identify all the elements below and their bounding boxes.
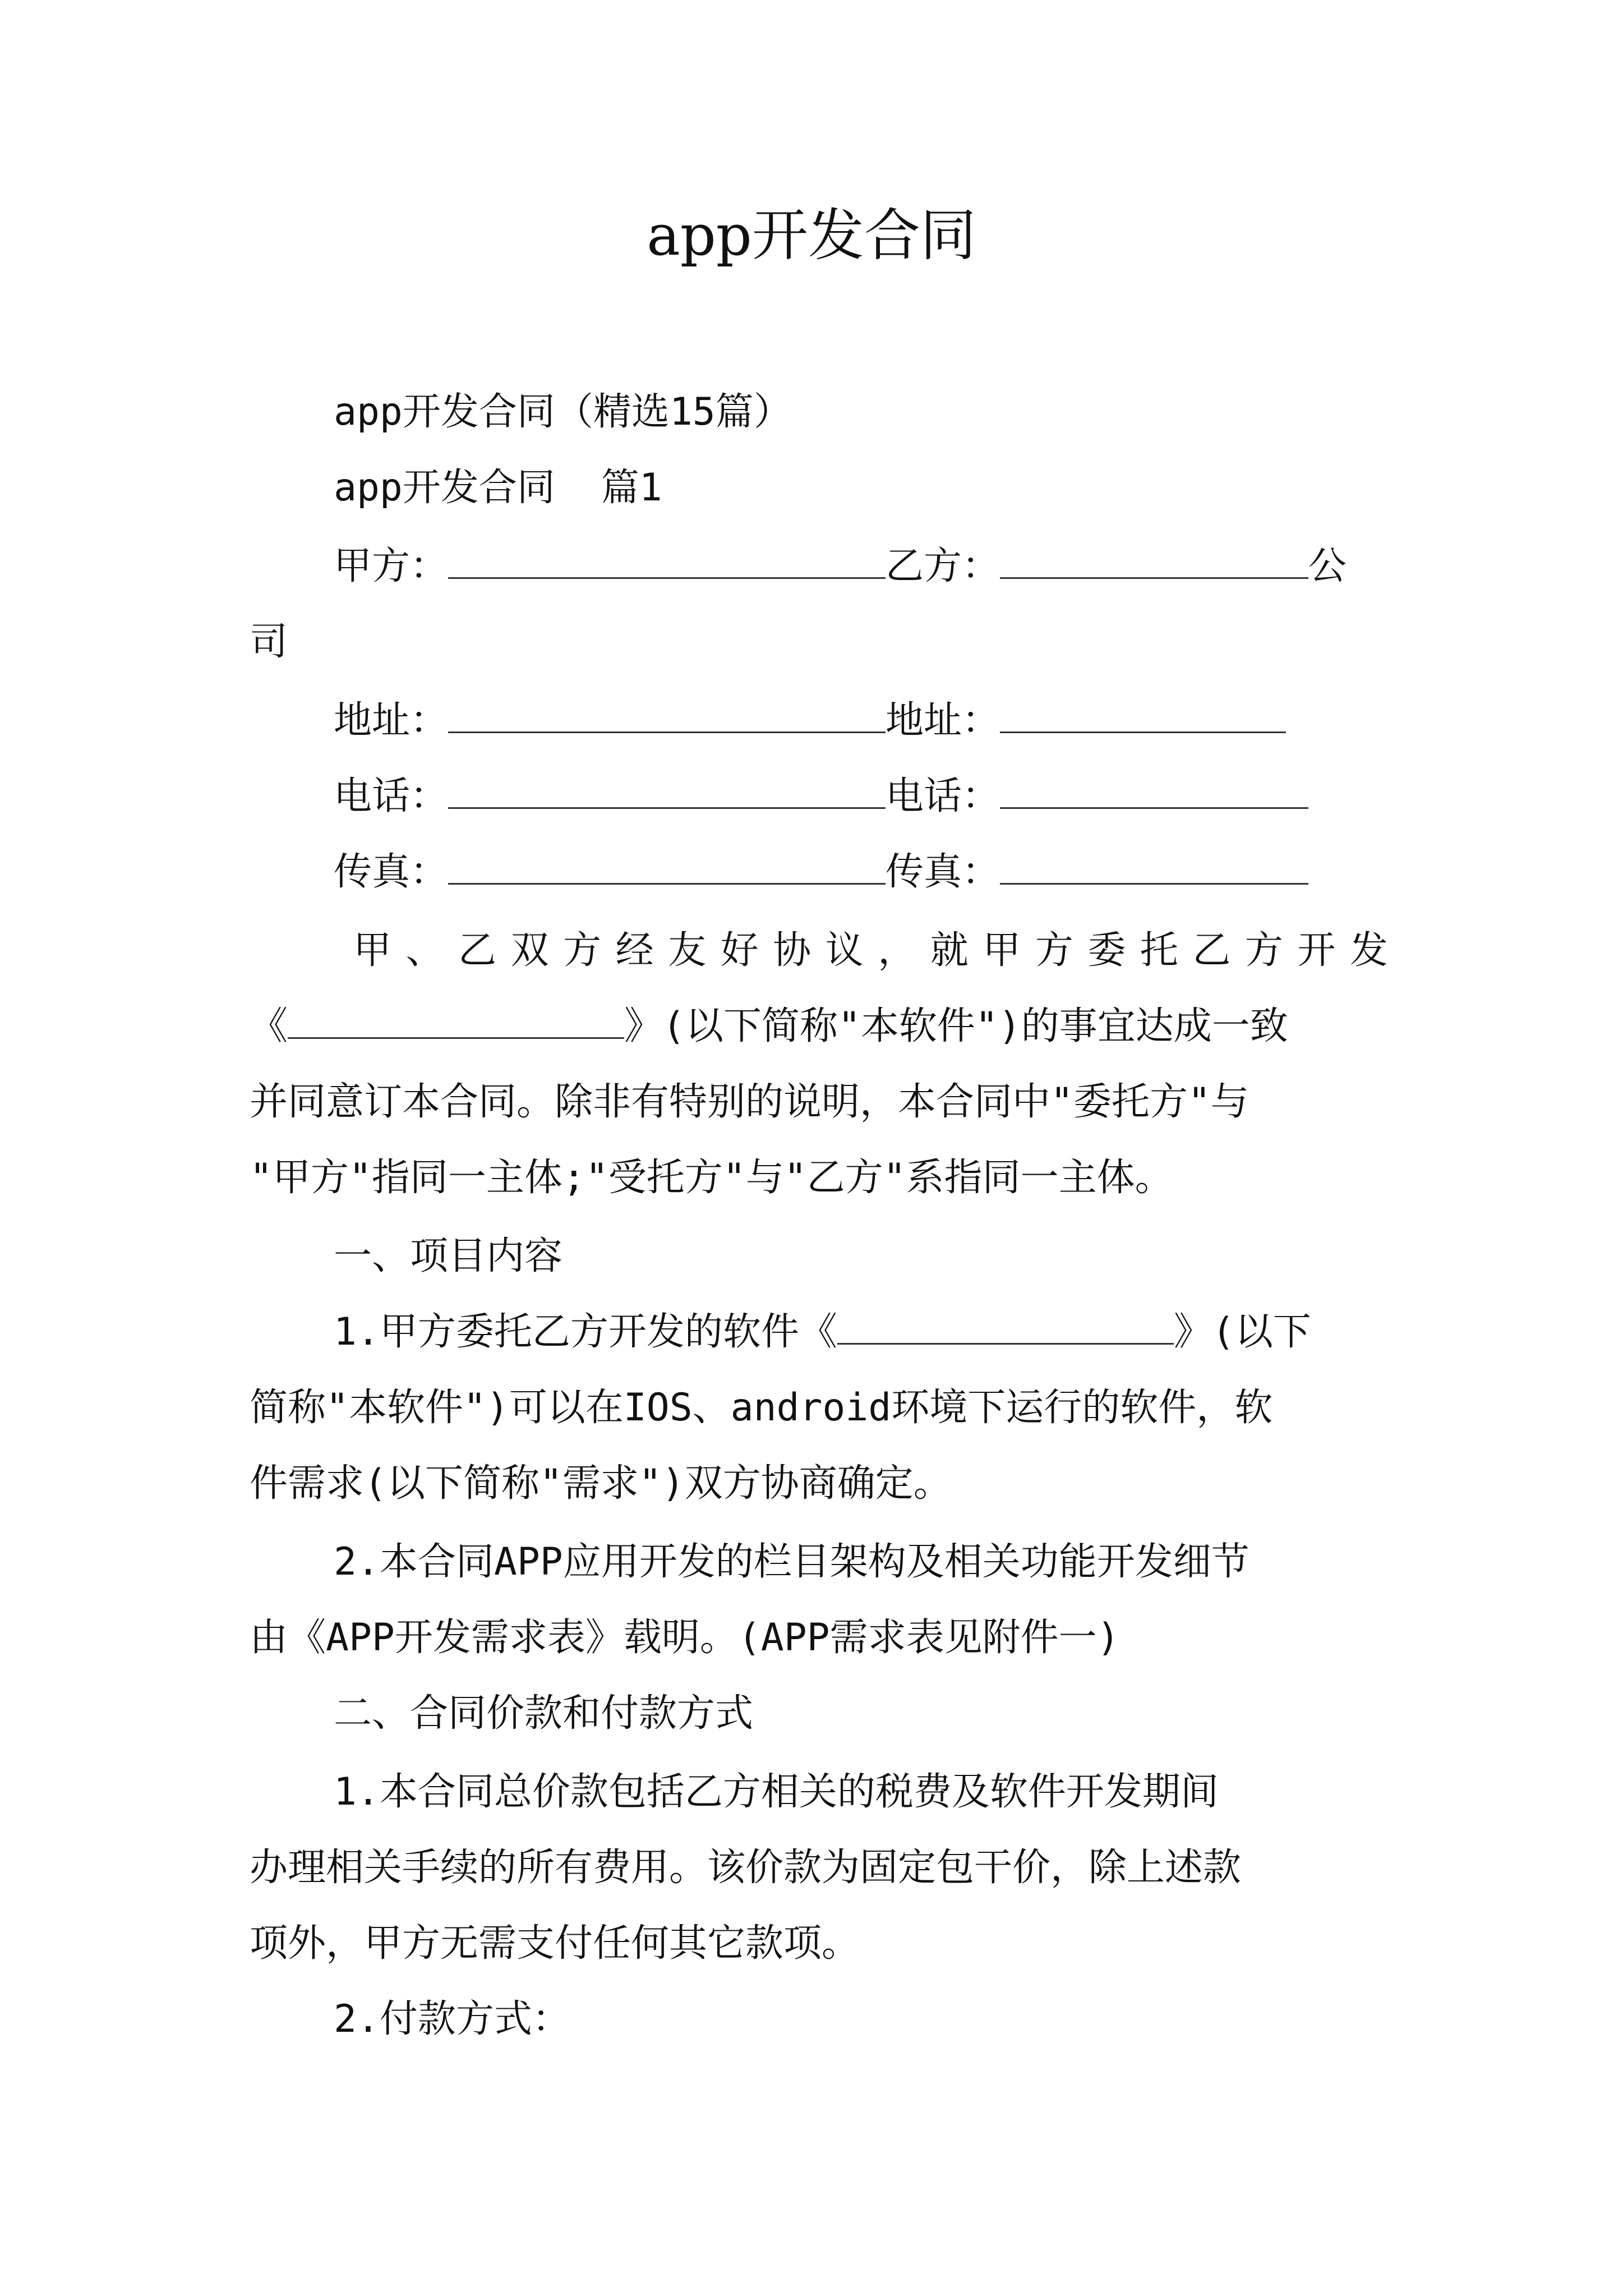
intro-line-2-prefix: 《 — [250, 1004, 288, 1048]
party-b-label: 乙方： — [886, 544, 1000, 588]
item-2-2: 2.付款方式： — [334, 1997, 570, 2041]
item-1-1-blank — [837, 1309, 1174, 1345]
address-label-b: 地址： — [886, 698, 1000, 743]
phone-b-blank — [1000, 774, 1308, 809]
fax-label-b: 传真： — [886, 850, 1000, 894]
party-b-suffix-cont: 司 — [250, 620, 288, 664]
phone-label-b: 电话： — [886, 774, 1000, 818]
item-1-2-line-2: 由《APP开发需求表》载明。(APP需求表见附件一) — [250, 1616, 1120, 1660]
party-a-label: 甲方： — [334, 544, 449, 588]
party-a-blank — [448, 544, 886, 579]
document-title: app开发合同 — [647, 203, 976, 268]
party-b-suffix: 公 — [1308, 544, 1347, 588]
intro-line-4: "甲方"指同一主体;"受托方"与"乙方"系指同一主体。 — [250, 1156, 1173, 1200]
item-1-2-line-1: 2.本合同APP应用开发的栏目架构及相关功能开发细节 — [334, 1540, 1249, 1584]
software-name-blank — [288, 1004, 624, 1039]
address-a-blank — [448, 698, 886, 733]
section-1-heading: 一、项目内容 — [334, 1234, 563, 1278]
item-2-1-line-3: 项外，甲方无需支付任何其它款项。 — [250, 1921, 860, 1966]
section-2-heading: 二、合同价款和付款方式 — [334, 1691, 754, 1736]
address-line — [334, 696, 1286, 746]
address-label-a: 地址： — [334, 698, 449, 743]
fax-a-blank — [448, 849, 886, 885]
fax-line — [334, 847, 1308, 898]
item-1-1-suffix: 》(以下 — [1173, 1310, 1311, 1354]
intro-line-3: 并同意订本合同。除非有特别的说明，本合同中"委托方"与 — [250, 1080, 1249, 1124]
item-1-1-line-2: 简称"本软件")可以在IOS、android环境下运行的软件，软 — [250, 1386, 1273, 1430]
item-1-1-prefix: 1.甲方委托乙方开发的软件《 — [334, 1310, 837, 1354]
fax-label-a: 传真： — [334, 850, 449, 894]
party-line — [334, 541, 1347, 592]
party-b-blank — [1000, 544, 1308, 579]
intro-line-2-suffix: 》(以下简称"本软件")的事宜达成一致 — [624, 1004, 1288, 1048]
fax-b-blank — [1000, 849, 1308, 885]
phone-a-blank — [448, 774, 886, 809]
intro-line-2 — [250, 1001, 1288, 1052]
intro-line-1: 甲、乙双方经友好协议，就甲方委托乙方开发 — [353, 928, 1388, 973]
item-2-1-line-1: 1.本合同总价款包括乙方相关的税费及软件开发期间 — [334, 1770, 1219, 1814]
item-1-1-line-1 — [334, 1307, 1311, 1358]
section-heading: app开发合同 篇1 — [334, 466, 662, 510]
address-b-blank — [1000, 698, 1286, 733]
phone-label-a: 电话： — [334, 774, 449, 818]
subtitle: app开发合同（精选15篇） — [334, 390, 792, 434]
item-2-1-line-2: 办理相关手续的所有费用。该价款为固定包干价，除上述款 — [250, 1846, 1242, 1890]
phone-line — [334, 771, 1308, 822]
item-1-1-line-3: 件需求(以下简称"需求")双方协商确定。 — [250, 1461, 952, 1506]
